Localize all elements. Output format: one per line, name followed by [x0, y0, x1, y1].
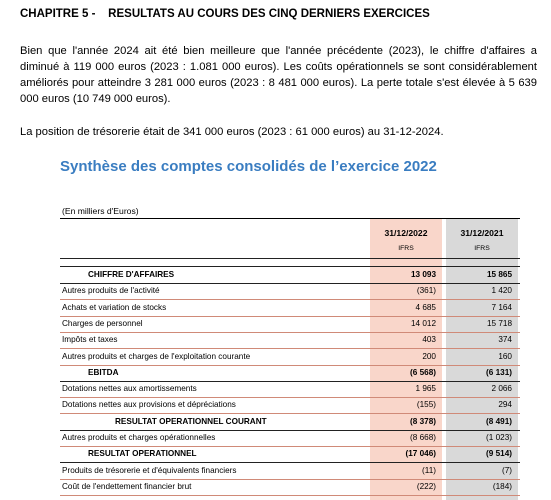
column-header-2021: 31/12/2021	[460, 228, 504, 238]
row-label: Charges de personnel	[62, 319, 143, 328]
value-2021: (184)	[492, 482, 512, 491]
column-header-2022: 31/12/2022	[384, 228, 428, 238]
row-label: Autres produits et charges de l'exploitation courante	[62, 352, 251, 361]
table-row	[0, 316, 551, 332]
row-label: CHIFFRE D'AFFAIRES	[88, 270, 175, 279]
paragraph-results: Bien que l'année 2024 ait été bien meilleure que l'année précédente (2023), le chiffre d'affaires a diminué à 119 000 euros (2023 : 1.081 000 euros). Les coûts opérationnels se sont considérablement améliorés pour atteindre 3 281 000 euros (2023 : 8 481 000 euros). La perte totale s'est élevée à 5 639 000 euros (10 749 000 euros).	[20, 45, 537, 105]
value-2022: (8 378)	[410, 417, 436, 426]
value-2021: 160	[498, 352, 512, 361]
value-2022: 1 965	[415, 384, 436, 393]
value-2022: (222)	[416, 482, 436, 491]
table-title: Synthèse des comptes consolidés de l’exercice 2022	[60, 158, 437, 175]
paragraph-treasury: La position de trésorerie était de 341 000 euros (2023 : 61 000 euros) au 31-12-2024.	[20, 126, 444, 138]
table-units: (En milliers d'Euros)	[62, 206, 139, 216]
column-standard-2021: IFRS	[474, 245, 490, 252]
table-row	[0, 463, 551, 479]
row-label: EBITDA	[88, 368, 119, 377]
value-2022: (155)	[416, 400, 436, 409]
value-2022: 4 685	[415, 303, 436, 312]
table-top-border	[60, 218, 520, 219]
row-label: Produits de trésorerie et d'équivalents financiers	[62, 466, 237, 475]
value-2021: (1 023)	[486, 433, 512, 442]
table-row	[0, 479, 551, 495]
row-label: Dotations nettes aux amortissements	[62, 384, 197, 393]
table-row	[0, 446, 551, 462]
value-2022: 13 093	[410, 270, 436, 279]
value-2021: 15 865	[486, 270, 512, 279]
value-2021: 294	[498, 400, 512, 409]
row-label: Achats et variation de stocks	[62, 303, 167, 312]
chapter-heading: CHAPITRE 5 - RESULTATS AU COURS DES CINQ DERNIERS EXERCICES	[20, 8, 430, 20]
row-label: Coût de l'endettement financier brut	[62, 482, 192, 491]
row-label: Autres produits de l'activité	[62, 286, 160, 295]
table-row	[0, 300, 551, 316]
value-2021: (7)	[501, 466, 512, 475]
table-row	[0, 349, 551, 365]
row-label: Autres produits et charges opérationnelles	[62, 433, 216, 442]
value-2022: (6 568)	[410, 368, 436, 377]
table-row	[0, 267, 551, 283]
value-2022: (17 046)	[405, 449, 436, 458]
table-row	[0, 397, 551, 413]
table-row	[0, 430, 551, 446]
value-2021: (9 514)	[486, 449, 512, 458]
row-label: RESULTAT OPERATIONNEL COURANT	[115, 417, 267, 426]
value-2021: 2 066	[491, 384, 512, 393]
row-label: Dotations nettes aux provisions et dépréciations	[62, 400, 236, 409]
table-row	[0, 283, 551, 299]
value-2021: 7 164	[491, 303, 512, 312]
row-label: RESULTAT OPERATIONNEL	[88, 449, 197, 458]
table-header-rule	[60, 258, 520, 259]
value-2021: (8 491)	[486, 417, 512, 426]
value-2022: 14 012	[410, 319, 436, 328]
table-row	[0, 414, 551, 430]
table-row	[0, 381, 551, 397]
value-2022: 200	[422, 352, 436, 361]
value-2022: (8 668)	[410, 433, 436, 442]
table-row	[0, 332, 551, 348]
value-2021: 1 420	[491, 286, 512, 295]
row-label: Impôts et taxes	[62, 335, 118, 344]
value-2022: 403	[422, 335, 436, 344]
row-separator	[60, 495, 520, 496]
value-2021: (6 131)	[486, 368, 512, 377]
value-2021: 374	[498, 335, 512, 344]
value-2021: 15 718	[486, 319, 512, 328]
column-standard-2022: IFRS	[398, 245, 414, 252]
table-row	[0, 365, 551, 381]
value-2022: (361)	[416, 286, 436, 295]
value-2022: (11)	[422, 466, 436, 475]
